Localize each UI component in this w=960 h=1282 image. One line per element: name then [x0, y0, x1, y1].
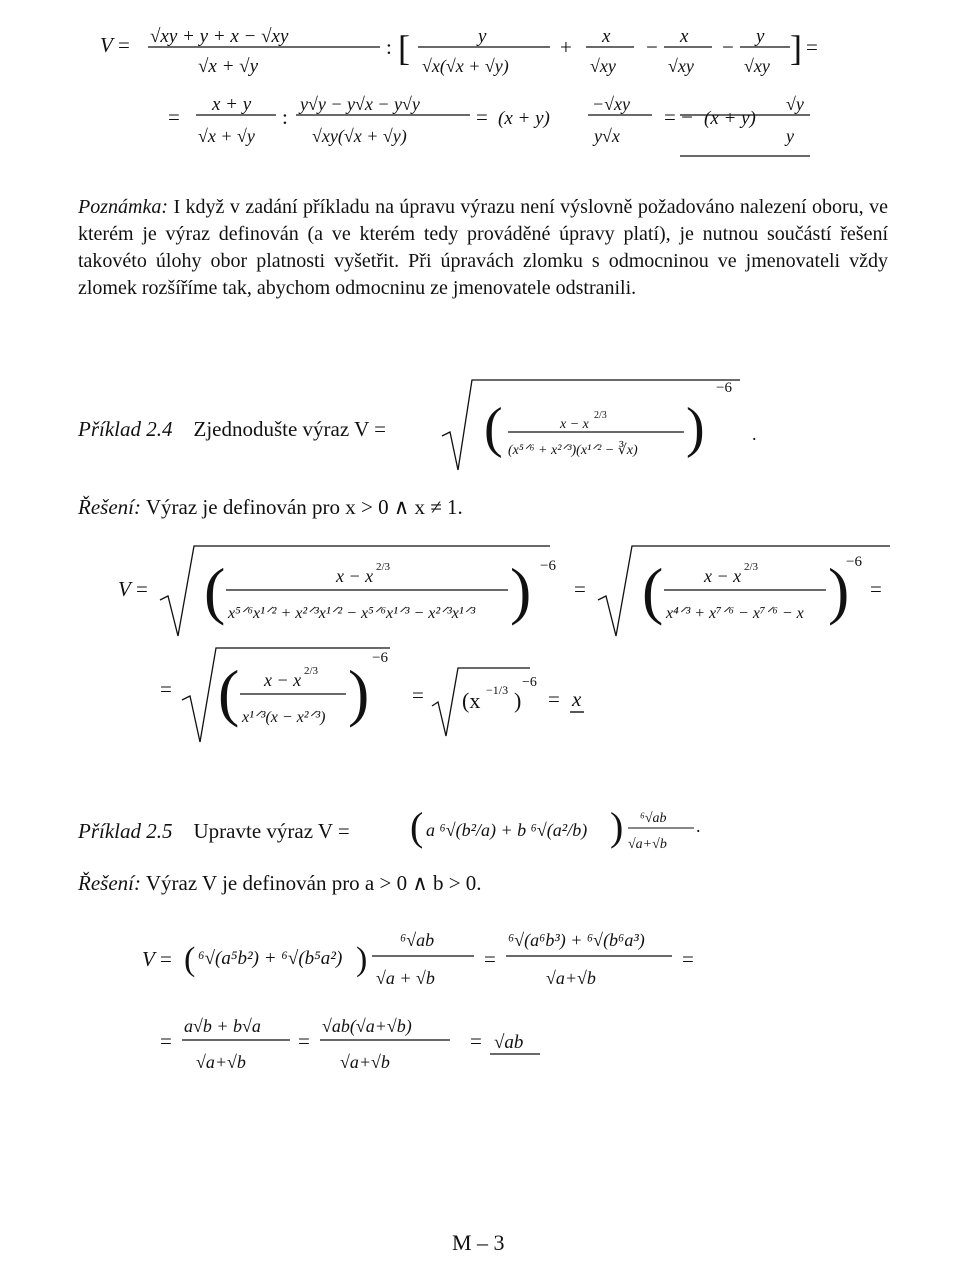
- svg-text:=: =: [548, 687, 560, 711]
- svg-text:=: =: [160, 1029, 172, 1053]
- svg-text:=: =: [682, 947, 694, 971]
- example-2-4-solution-text: Výraz je definován pro x > 0 ∧ x ≠ 1.: [145, 495, 463, 519]
- top-derivation: [0, 0, 960, 200]
- svg-text:(x + y): (x + y): [498, 108, 550, 129]
- svg-text:y√y − y√x − y√y: y√y − y√x − y√y: [300, 94, 420, 114]
- svg-text:V: V: [142, 947, 155, 971]
- svg-text:y: y: [756, 26, 765, 47]
- svg-text:+: +: [560, 35, 572, 59]
- svg-text:=: =: [136, 577, 148, 601]
- svg-text:(: (: [642, 555, 664, 626]
- svg-text:x: x: [572, 687, 582, 711]
- example-2-4-derivation: [0, 536, 960, 756]
- svg-text:−6: −6: [846, 554, 862, 570]
- svg-text:(: (: [204, 555, 226, 626]
- svg-text:.: .: [696, 816, 701, 836]
- example-2-5-solution-text: Výraz V je definován pro a > 0 ∧ b > 0.: [145, 871, 482, 895]
- svg-text:2/3: 2/3: [744, 561, 759, 573]
- svg-text:x¹ᐟ³(x − x²ᐟ³): x¹ᐟ³(x − x²ᐟ³): [242, 709, 326, 726]
- example-2-5-heading: [78, 818, 350, 844]
- svg-text:=: =: [160, 947, 172, 971]
- svg-text:√x + √y: √x + √y: [198, 56, 259, 77]
- svg-text:x⁵ᐟ⁶x¹ᐟ² + x²ᐟ³x¹ᐟ² − x⁵ᐟ⁶x¹ᐟ³: x⁵ᐟ⁶x¹ᐟ² + x²ᐟ³x¹ᐟ² − x⁵ᐟ⁶x¹ᐟ³ − x²ᐟ³x¹ᐟ³: [228, 605, 476, 622]
- svg-text:x − x: x − x: [560, 417, 589, 432]
- svg-text:): ): [510, 555, 532, 626]
- example-2-5-derivation: [0, 906, 960, 1106]
- svg-text:=: =: [298, 1029, 310, 1053]
- svg-text:=: =: [470, 1029, 482, 1053]
- svg-text:): ): [828, 555, 850, 626]
- svg-text:= −: = −: [664, 105, 693, 129]
- example-2-4-task: Zjednodušte výraz V =: [193, 417, 386, 441]
- svg-text:⁶√(a⁶b³) + ⁶√(b⁶a³): ⁶√(a⁶b³) + ⁶√(b⁶a³): [508, 930, 645, 950]
- svg-text:]: ]: [790, 28, 802, 68]
- example-2-4-label: Příklad 2.4: [78, 417, 173, 441]
- example-2-5-expression: [404, 794, 734, 864]
- svg-text:√xy: √xy: [590, 56, 616, 76]
- svg-text:√a+√b: √a+√b: [340, 1052, 390, 1072]
- svg-text:−6: −6: [716, 380, 732, 396]
- svg-text:(: (: [410, 804, 424, 849]
- svg-text:−6: −6: [522, 675, 537, 690]
- remark-paragraph: [78, 194, 888, 302]
- example-2-4-solution: [78, 494, 463, 520]
- page-number: M – 3: [452, 1230, 505, 1255]
- svg-text:=: =: [870, 577, 882, 601]
- svg-text:√a+√b: √a+√b: [628, 837, 667, 852]
- example-2-5-solution-label: Řešení:: [78, 871, 141, 895]
- svg-text:[: [: [398, 28, 410, 68]
- svg-text:): ): [686, 397, 705, 459]
- svg-text:⁶√ab: ⁶√ab: [640, 811, 667, 826]
- svg-text:=: =: [160, 677, 172, 701]
- svg-text:): ): [610, 804, 624, 849]
- svg-text:(: (: [218, 657, 240, 728]
- example-2-5-task: Upravte výraz V =: [193, 819, 350, 843]
- svg-text:−6: −6: [540, 558, 556, 574]
- svg-text:(x: (x: [462, 688, 481, 713]
- svg-text:=: =: [476, 105, 488, 129]
- svg-text:√x(√x + √y): √x(√x + √y): [422, 56, 509, 76]
- svg-text:√y: √y: [786, 94, 804, 114]
- svg-text:V: V: [100, 33, 113, 57]
- svg-text:(x + y): (x + y): [704, 108, 756, 129]
- svg-text:√a + √b: √a + √b: [376, 968, 435, 988]
- svg-text:√ab(√a+√b): √ab(√a+√b): [322, 1016, 412, 1036]
- svg-text:=: =: [118, 33, 130, 57]
- example-2-5-label: Příklad 2.5: [78, 819, 173, 843]
- svg-text:√a+√b: √a+√b: [196, 1052, 246, 1072]
- example-2-4-heading: [78, 416, 386, 442]
- svg-text:=: =: [574, 577, 586, 601]
- svg-text:2/3: 2/3: [304, 665, 319, 677]
- svg-text:y: y: [478, 26, 487, 47]
- svg-text:): ): [348, 657, 370, 728]
- example-2-4-expression: [440, 370, 760, 480]
- svg-text:√xy(√x + √y): √xy(√x + √y): [312, 126, 407, 146]
- svg-text:V: V: [118, 577, 131, 601]
- svg-text:−1/3: −1/3: [486, 683, 509, 697]
- svg-text:√xy: √xy: [744, 56, 770, 76]
- svg-text:2/3: 2/3: [376, 561, 391, 573]
- example-2-4-solution-label: Řešení:: [78, 495, 141, 519]
- svg-text:x + y: x + y: [212, 94, 252, 115]
- example-2-5-solution: [78, 870, 482, 896]
- svg-text:a ⁶√(b²/a) + b ⁶√(a²/b): a ⁶√(b²/a) + b ⁶√(a²/b): [426, 820, 588, 840]
- svg-text:): ): [356, 941, 368, 978]
- svg-text:x − x: x − x: [336, 566, 374, 586]
- svg-text:=: =: [806, 35, 818, 59]
- svg-text:√x + √y: √x + √y: [198, 126, 255, 146]
- svg-text:x: x: [680, 26, 689, 47]
- svg-text:⁶√ab: ⁶√ab: [400, 930, 435, 950]
- svg-text:=: =: [168, 105, 180, 129]
- svg-text:−6: −6: [372, 650, 388, 666]
- svg-text:x − x: x − x: [264, 670, 302, 690]
- svg-text::: :: [386, 35, 392, 59]
- remark-label: Poznámka:: [78, 196, 168, 218]
- svg-text:2/3: 2/3: [594, 410, 607, 421]
- remark-text: I když v zadání příkladu na úpravu výrazu není výslovně požadováno nalezení oboru, ve kterém je výraz definován (a ve kterém tedy prováděné úpravy platí), je nutnou součástí řešení takovéto úlohy obor platnosti vyšetřit. Při úpravách zlomku s odmocninou ve jmenovateli vždy zlomek rozšíříme tak, abychom odmocninu ze jmenovatele odstranili.: [78, 196, 888, 299]
- svg-text:√xy: √xy: [668, 56, 694, 76]
- svg-text:y: y: [786, 126, 794, 146]
- svg-text:x⁴ᐟ³ + x⁷ᐟ⁶ − x⁷ᐟ⁶ − x: x⁴ᐟ³ + x⁷ᐟ⁶ − x⁷ᐟ⁶ − x: [666, 605, 804, 622]
- svg-text:.: .: [752, 424, 757, 444]
- svg-text::: :: [282, 105, 288, 129]
- svg-text:√a+√b: √a+√b: [546, 968, 596, 988]
- svg-text:x − x: x − x: [704, 566, 742, 586]
- svg-text:−: −: [722, 35, 734, 59]
- svg-text:⁶√(a⁵b²) + ⁶√(b⁵a²): ⁶√(a⁵b²) + ⁶√(b⁵a²): [198, 948, 343, 969]
- svg-text:(: (: [484, 397, 503, 459]
- svg-text:−: −: [646, 35, 658, 59]
- svg-text:−√xy: −√xy: [592, 94, 631, 114]
- svg-text:x: x: [602, 26, 611, 47]
- svg-text:√xy + y + x − √xy: √xy + y + x − √xy: [150, 26, 289, 47]
- svg-text:): ): [514, 688, 522, 713]
- svg-text:=: =: [484, 947, 496, 971]
- svg-text:=: =: [412, 683, 424, 707]
- svg-text:y√x: y√x: [594, 126, 620, 146]
- svg-text:√ab: √ab: [494, 1032, 524, 1053]
- svg-text:a√b + b√a: a√b + b√a: [184, 1016, 261, 1036]
- svg-text:(: (: [184, 941, 196, 978]
- svg-text:(x⁵ᐟ⁶ + x²ᐟ³)(x¹ᐟ² − ∛x): (x⁵ᐟ⁶ + x²ᐟ³)(x¹ᐟ² − ∛x): [508, 443, 638, 458]
